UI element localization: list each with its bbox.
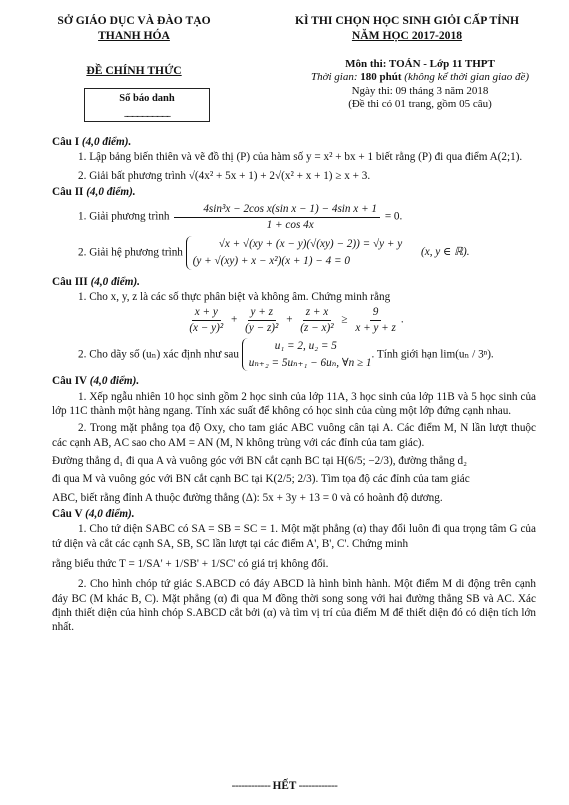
question-4-points: (4,0 điểm). <box>89 375 140 388</box>
q2-part-2-domain: (x, y ∈ ℝ). <box>421 246 470 259</box>
question-2-title: Câu II <box>52 185 84 198</box>
q3-part-2-system <box>242 338 372 372</box>
q3-part-1-inequality: $\frac{x + y}{\text{(x − y)²}}$ + $\frac{y + z}{\text{(y − z)²}}$ + $\frac{z + x}{\text{(z − x)²}}$ ≥ $\frac{9}{x + y + z}$ . <box>52 305 536 335</box>
q2-part-1-numerator: 4sin³x − 2cos x(sin x − 1) − 4sin x + 1 <box>174 202 380 217</box>
question-3-heading <box>52 275 536 289</box>
end-dash-left: ------------ <box>231 780 273 792</box>
q4-part-2-d: ABC, biết rằng đỉnh A thuộc đường thẳng (Δ): 5x + 3y + 13 = 0 và có hoành độ dương. <box>52 491 443 504</box>
exam-subject: Môn thi: TOÁN - Lớp 11 THPT <box>345 58 495 70</box>
q4-part-2-b: Đường thẳng d₁ đi qua A và vuông góc với BN cắt cạnh BC tại H(6/5; −2/3), đường thẳng d₂ <box>52 455 467 468</box>
q3-part-2-limit: . Tính giới hạn lim(uₙ / 3ⁿ). <box>371 348 494 361</box>
exam-content <box>52 133 536 636</box>
question-3-title: Câu III <box>52 275 88 288</box>
exam-time <box>300 71 540 84</box>
exam-pages: (Đề thi có 01 trang, gồm 05 câu) <box>348 98 492 111</box>
q5-part-1-b: rằng biểu thức T = 1/SA' + 1/SB' + 1/SC' có giá trị không đổi. <box>52 558 329 571</box>
question-1-points: (4,0 điểm). <box>81 136 132 148</box>
question-2-heading <box>52 185 536 199</box>
end-marker <box>0 779 569 793</box>
q2-part-2-system <box>186 236 403 270</box>
q3-frac-4 <box>352 305 399 335</box>
q2-part-2-eq2: (y + √(xy) + x − x²)(x + 1) − 4 = 0 <box>192 254 350 267</box>
q2-part-1-rhs: = 0. <box>382 210 403 223</box>
question-5-title: Câu V <box>52 508 83 521</box>
q3-part-2 <box>52 338 536 372</box>
exam-info <box>300 58 540 112</box>
q2-part-2-eq1: √x + √(xy + (x − y)(√(xy) − 2)) = √y + y <box>218 237 403 250</box>
question-5-points: (4,0 điểm). <box>85 508 135 521</box>
exam-date: Ngày thi: 09 tháng 3 năm 2018 <box>351 84 489 97</box>
q3-part-2-label: 2. Cho dãy số (uₙ) xác định như sau <box>78 348 239 361</box>
q3-frac-1 <box>186 305 226 335</box>
q3-frac-3-den: (z − x)² <box>300 321 334 334</box>
end-dash-right: ------------ <box>296 780 338 792</box>
province-name: THANH HÓA <box>98 28 170 42</box>
q2-part-2-label: 2. Giải hệ phương trình <box>78 246 183 259</box>
q1-part-2: 2. Giải bất phương trình √(4x² + 5x + 1) + 2√(x² + x + 1) ≥ x + 3. <box>78 169 371 182</box>
question-5-heading <box>52 507 536 521</box>
q4-part-2-a: 2. Trong mặt phẳng tọa độ Oxy, cho tam giác ABC vuông cân tại A. Các điểm M, N lần lượt thuộc các cạnh AB, AC sao cho AM = AN (M, N không trùng với các đỉnh của tam giác). <box>52 422 536 449</box>
q2-part-2 <box>52 236 536 270</box>
q3-part-2-eq1: u₁ = 2, u₂ = 5 <box>274 339 337 352</box>
official-label: ĐỀ CHÍNH THỨC <box>86 63 182 77</box>
q3-frac-2-num: y + z <box>248 305 276 320</box>
candidate-number-label: Số báo danh <box>119 93 175 104</box>
question-3-points: (4,0 điểm). <box>90 275 140 288</box>
candidate-number-dots: ..................................... <box>123 109 171 120</box>
q3-part-1: 1. Cho x, y, z là các số thực phân biệt và không âm. Chứng minh rằng <box>78 290 391 303</box>
q4-part-1: 1. Xếp ngẫu nhiên 10 học sinh gồm 2 học sinh của lớp 11A, 3 học sinh của lớp 11B và 5 học sinh của lớp 11C thành một hàng ngang. Tính xác suất để không có học sinh của cùng một lớp đứng cạnh nhau. <box>52 390 536 418</box>
header-left <box>34 14 234 78</box>
candidate-number-box <box>84 88 210 122</box>
q4-part-2-c: đi qua M và vuông góc với BN cắt cạnh BC tại K(2/5; 2/3). Tìm tọa độ các đỉnh của tam giác <box>52 473 470 486</box>
exam-time-label: Thời gian: <box>311 71 361 84</box>
exam-time-note: (không kể thời gian giao đề) <box>401 71 529 84</box>
header-right <box>272 14 542 44</box>
exam-title: KÌ THI CHỌN HỌC SINH GIỎI CẤP TỈNH <box>294 14 520 27</box>
q2-part-1-fraction <box>174 202 380 232</box>
end-label: HẾT <box>272 780 297 792</box>
q3-frac-1-num: x + y <box>192 305 221 320</box>
q3-part-2-eq2: uₙ₊₂ = 5uₙ₊₁ − 6uₙ, ∀n ≥ 1 <box>248 356 372 369</box>
q3-frac-3-num: z + x <box>303 305 331 320</box>
q3-frac-4-num: 9 <box>370 305 382 320</box>
q3-frac-4-den: x + y + z <box>355 321 396 334</box>
question-1-heading <box>52 135 536 149</box>
department-name: SỞ GIÁO DỤC VÀ ĐÀO TẠO <box>57 14 211 27</box>
q1-part-1: 1. Lập bảng biến thiên và vẽ đồ thị (P) của hàm số y = x² + bx + 1 biết rằng (P) đi qua điểm A(2;1). <box>78 151 523 164</box>
q3-frac-2 <box>242 305 281 335</box>
q5-part-2: 2. Cho hình chóp tứ giác S.ABCD có đáy ABCD là hình bình hành. Một điểm M di động trên cạnh đáy BC (M khác B, C). Mặt phẳng (α) đi qua M đồng thời song song với hai đường thẳng SB và AC. Xác định thiết diện của hình chóp S.ABCD cắt bởi (α) và tìm vị trí của điểm M để thiết diện đó có diện tích lớn nhất. <box>52 578 536 634</box>
q3-frac-1-den: (x − y)² <box>189 321 224 334</box>
q3-frac-2-den: (y − z)² <box>245 321 279 334</box>
question-4-heading <box>52 374 536 388</box>
q2-part-1 <box>52 202 536 232</box>
question-4-title: Câu IV <box>52 375 87 388</box>
q2-part-1-denominator: 1 + cos 4x <box>266 218 314 231</box>
question-2-points: (4,0 điểm). <box>86 185 136 198</box>
q3-frac-3 <box>297 305 336 335</box>
exam-time-value: 180 phút <box>360 71 402 84</box>
q2-part-1-label: 1. Giải phương trình <box>78 210 170 223</box>
question-1-title: Câu I <box>52 136 80 148</box>
q5-part-1-a: 1. Cho tứ diện SABC có SA = SB = SC = 1. Một mặt phẳng (α) thay đổi luôn đi qua trọng tâm G của tứ diện và cắt các cạnh SA, SB, SC lần lượt tại các điểm A', B', C'. Chứng minh <box>52 523 536 550</box>
school-year: NĂM HỌC 2017-2018 <box>351 28 463 42</box>
